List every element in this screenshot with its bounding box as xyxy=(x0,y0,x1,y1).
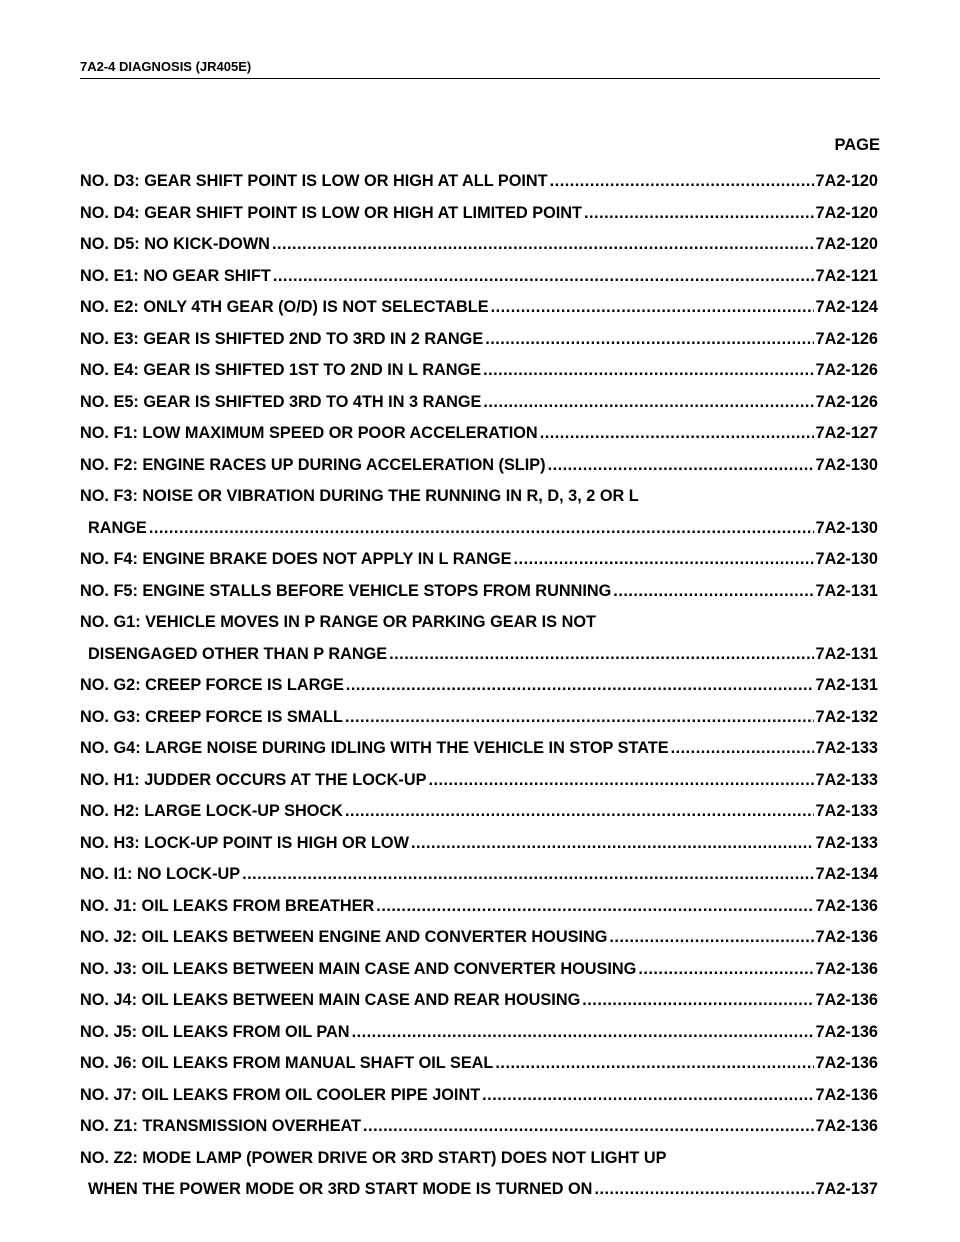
toc-entry-title: NO. F2: ENGINE RACES UP DURING ACCELERATION (SLIP) xyxy=(80,455,546,474)
toc-entry-title: NO. J1: OIL LEAKS FROM BREATHER xyxy=(80,896,375,915)
toc-entry[interactable] xyxy=(80,702,878,734)
toc-entry-page: 7A2-121 xyxy=(815,266,878,285)
dot-leader xyxy=(272,235,814,254)
toc-entry-title: NO. G2: CREEP FORCE IS LARGE xyxy=(80,676,344,695)
toc-entry[interactable] xyxy=(80,229,878,261)
toc-entry-title: NO. E5: GEAR IS SHIFTED 3RD TO 4TH IN 3 RANGE xyxy=(80,392,482,411)
toc-entry-title: NO. H1: JUDDER OCCURS AT THE LOCK-UP xyxy=(80,770,427,789)
dot-leader xyxy=(638,960,813,979)
toc-entry-page: 7A2-130 xyxy=(815,550,878,569)
toc-entry-page: 7A2-134 xyxy=(815,865,878,884)
toc-entry-title: NO. Z2: MODE LAMP (POWER DRIVE OR 3RD START) DOES NOT LIGHT UP xyxy=(80,1148,667,1167)
toc-entry-title: NO. J6: OIL LEAKS FROM MANUAL SHAFT OIL SEAL xyxy=(80,1054,494,1073)
toc-entry-page: 7A2-130 xyxy=(815,455,878,474)
toc-entry-page: 7A2-133 xyxy=(815,739,878,758)
toc-entry[interactable] xyxy=(80,481,878,513)
dot-leader xyxy=(550,172,814,191)
toc-entry-title: NO. F3: NOISE OR VIBRATION DURING THE RUNNING IN R, D, 3, 2 OR L xyxy=(80,487,639,506)
toc-entry-page: 7A2-136 xyxy=(815,1054,878,1073)
toc-entry[interactable] xyxy=(80,576,878,608)
toc-entry-title: NO. E2: ONLY 4TH GEAR (O/D) IS NOT SELECTABLE xyxy=(80,298,489,317)
dot-leader xyxy=(345,802,814,821)
dot-leader xyxy=(609,928,813,947)
toc-entry[interactable] xyxy=(80,1017,878,1049)
toc-entry-page: 7A2-131 xyxy=(815,676,878,695)
toc-entry-page: 7A2-120 xyxy=(815,235,878,254)
toc-entry-page: 7A2-136 xyxy=(815,959,878,978)
toc-entry[interactable] xyxy=(80,733,878,765)
toc-entry-page: 7A2-136 xyxy=(815,928,878,947)
dot-leader xyxy=(242,865,813,884)
dot-leader xyxy=(428,771,813,790)
toc-entry-title: NO. G4: LARGE NOISE DURING IDLING WITH THE VEHICLE IN STOP STATE xyxy=(80,739,669,758)
dot-leader xyxy=(548,456,814,475)
toc-entry-title: NO. E1: NO GEAR SHIFT xyxy=(80,266,271,285)
toc-entry-page: 7A2-136 xyxy=(815,991,878,1010)
toc-entry-title: NO. J3: OIL LEAKS BETWEEN MAIN CASE AND CONVERTER HOUSING xyxy=(80,959,637,978)
toc-entry-page: 7A2-136 xyxy=(815,896,878,915)
dot-leader xyxy=(540,424,814,443)
page-column-label: PAGE xyxy=(834,136,880,154)
toc-entry-title: WHEN THE POWER MODE OR 3RD START MODE IS TURNED ON xyxy=(88,1180,593,1199)
toc-entry[interactable] xyxy=(80,985,878,1017)
toc-entry-page: 7A2-136 xyxy=(815,1117,878,1136)
toc-entry-page: 7A2-130 xyxy=(815,518,878,537)
toc-entry-title: NO. F4: ENGINE BRAKE DOES NOT APPLY IN L RANGE xyxy=(80,550,512,569)
dot-leader xyxy=(582,991,813,1010)
toc-entry-page: 7A2-126 xyxy=(815,361,878,380)
toc-entry-title: DISENGAGED OTHER THAN P RANGE xyxy=(88,644,388,663)
toc-entry-title: NO. J7: OIL LEAKS FROM OIL COOLER PIPE JOINT xyxy=(80,1085,481,1104)
page-header xyxy=(80,58,880,79)
dot-leader xyxy=(352,1023,814,1042)
toc-entry-page: 7A2-124 xyxy=(815,298,878,317)
toc-entry-page: 7A2-120 xyxy=(815,172,878,191)
toc-entry[interactable] xyxy=(80,859,878,891)
dot-leader xyxy=(485,330,813,349)
toc-entry-page: 7A2-126 xyxy=(815,329,878,348)
toc-entry-page: 7A2-132 xyxy=(815,707,878,726)
toc-entry-title: NO. G1: VEHICLE MOVES IN P RANGE OR PARKING GEAR IS NOT xyxy=(80,613,596,632)
table-of-contents xyxy=(80,166,878,1206)
dot-leader xyxy=(273,267,814,286)
dot-leader xyxy=(363,1117,814,1136)
dot-leader xyxy=(411,834,814,853)
toc-entry[interactable] xyxy=(80,387,878,419)
toc-entry-title: NO. H3: LOCK-UP POINT IS HIGH OR LOW xyxy=(80,833,409,852)
toc-entry-title: NO. F5: ENGINE STALLS BEFORE VEHICLE STOPS FROM RUNNING xyxy=(80,581,612,600)
toc-entry[interactable] xyxy=(80,891,878,923)
dot-leader xyxy=(483,361,813,380)
dot-leader xyxy=(346,676,814,695)
toc-entry[interactable] xyxy=(80,1048,878,1080)
toc-entry[interactable] xyxy=(80,418,878,450)
toc-entry-page: 7A2-133 xyxy=(815,802,878,821)
toc-entry-page: 7A2-133 xyxy=(815,770,878,789)
dot-leader xyxy=(389,645,813,664)
toc-entry[interactable] xyxy=(80,292,878,324)
dot-leader xyxy=(671,739,814,758)
toc-entry-title: NO. G3: CREEP FORCE IS SMALL xyxy=(80,707,343,726)
dot-leader xyxy=(482,1086,813,1105)
toc-entry[interactable] xyxy=(80,198,878,230)
toc-entry-title: NO. H2: LARGE LOCK-UP SHOCK xyxy=(80,802,343,821)
toc-entry-title: RANGE xyxy=(88,518,147,537)
toc-entry[interactable] xyxy=(80,828,878,860)
toc-entry-page: 7A2-131 xyxy=(815,581,878,600)
toc-entry-title: NO. D5: NO KICK-DOWN xyxy=(80,235,270,254)
toc-entry-page: 7A2-127 xyxy=(815,424,878,443)
dot-leader xyxy=(613,582,813,601)
toc-entry-title: NO. J4: OIL LEAKS BETWEEN MAIN CASE AND REAR HOUSING xyxy=(80,991,581,1010)
dot-leader xyxy=(594,1180,813,1199)
dot-leader xyxy=(376,897,813,916)
toc-entry-title: NO. J2: OIL LEAKS BETWEEN ENGINE AND CONVERTER HOUSING xyxy=(80,928,608,947)
dot-leader xyxy=(345,708,814,727)
toc-entry-title: NO. F1: LOW MAXIMUM SPEED OR POOR ACCELERATION xyxy=(80,424,538,443)
toc-entry[interactable] xyxy=(80,922,878,954)
toc-entry-page: 7A2-131 xyxy=(815,644,878,663)
dot-leader xyxy=(584,204,814,223)
toc-entry[interactable] xyxy=(80,1174,878,1206)
toc-entry-title: NO. I1: NO LOCK-UP xyxy=(80,865,241,884)
toc-entry[interactable] xyxy=(80,355,878,387)
toc-entry-title: NO. E4: GEAR IS SHIFTED 1ST TO 2ND IN L RANGE xyxy=(80,361,482,380)
toc-entry[interactable] xyxy=(80,1143,878,1175)
toc-entry[interactable] xyxy=(80,166,878,198)
toc-entry[interactable] xyxy=(80,639,878,671)
toc-entry[interactable] xyxy=(80,607,878,639)
toc-entry[interactable] xyxy=(80,670,878,702)
dot-leader xyxy=(495,1054,813,1073)
toc-entry[interactable] xyxy=(80,796,878,828)
toc-entry[interactable] xyxy=(80,1111,878,1143)
toc-entry-title: NO. D4: GEAR SHIFT POINT IS LOW OR HIGH AT LIMITED POINT xyxy=(80,203,582,222)
toc-entry-page: 7A2-136 xyxy=(815,1085,878,1104)
toc-entry[interactable] xyxy=(80,954,878,986)
toc-entry[interactable] xyxy=(80,513,878,545)
toc-entry[interactable] xyxy=(80,324,878,356)
dot-leader xyxy=(483,393,813,412)
toc-entry-page: 7A2-120 xyxy=(815,203,878,222)
toc-entry-page: 7A2-133 xyxy=(815,833,878,852)
toc-entry[interactable] xyxy=(80,261,878,293)
toc-entry[interactable] xyxy=(80,544,878,576)
dot-leader xyxy=(514,550,814,569)
toc-entry-title: NO. D3: GEAR SHIFT POINT IS LOW OR HIGH AT ALL POINT xyxy=(80,172,548,191)
toc-entry-title: NO. E3: GEAR IS SHIFTED 2ND TO 3RD IN 2 RANGE xyxy=(80,329,484,348)
toc-entry-page: 7A2-137 xyxy=(815,1180,878,1199)
toc-entry-page: 7A2-136 xyxy=(815,1022,878,1041)
toc-entry[interactable] xyxy=(80,450,878,482)
toc-entry-page: 7A2-126 xyxy=(815,392,878,411)
header-title: 7A2-4 DIAGNOSIS (JR405E) xyxy=(80,59,252,74)
toc-entry-title: NO. Z1: TRANSMISSION OVERHEAT xyxy=(80,1117,362,1136)
toc-entry[interactable] xyxy=(80,1080,878,1112)
dot-leader xyxy=(491,298,814,317)
toc-entry-title: NO. J5: OIL LEAKS FROM OIL PAN xyxy=(80,1022,350,1041)
dot-leader xyxy=(149,519,814,538)
toc-entry[interactable] xyxy=(80,765,878,797)
